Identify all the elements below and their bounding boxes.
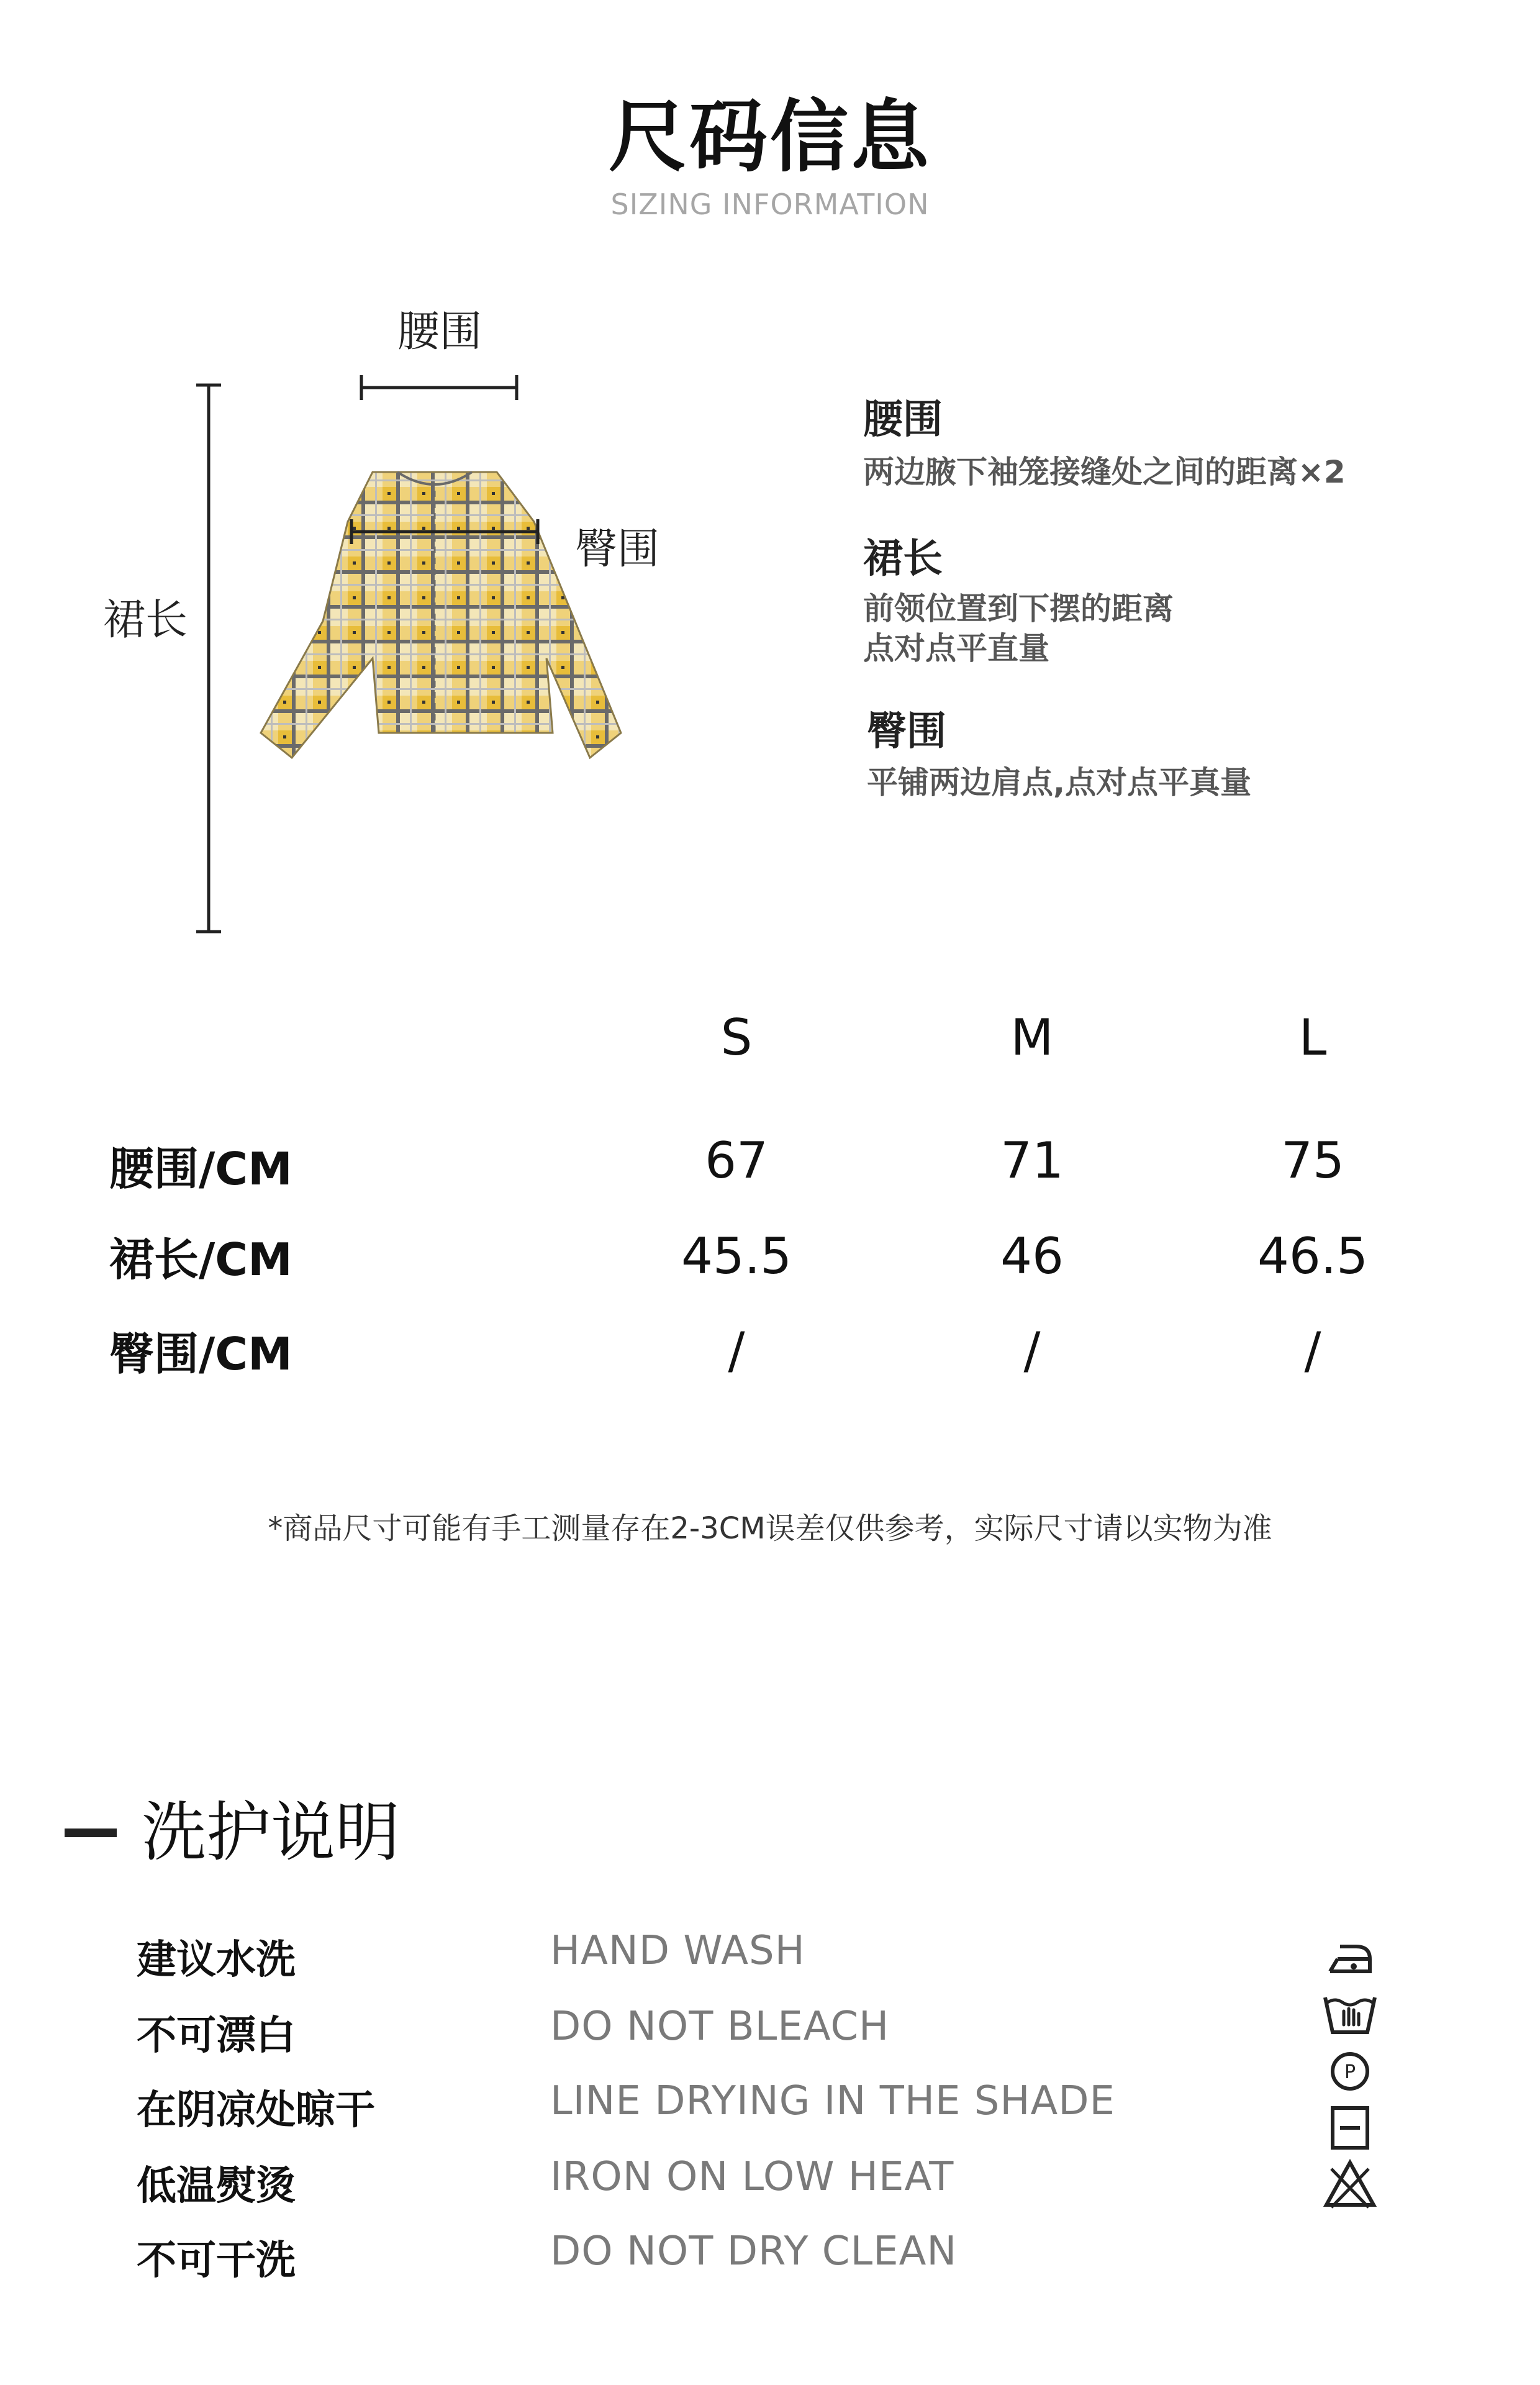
cell-hip-s: / <box>728 1322 745 1379</box>
line-dry-icon <box>1319 2099 1381 2155</box>
desc-length-title: 裙长 <box>863 536 943 582</box>
care-title: 洗护说明 <box>142 1794 401 1870</box>
cell-length-m: 46 <box>1000 1227 1064 1285</box>
desc-waist-title: 腰围 <box>863 397 943 443</box>
desc-hip-title: 臀围 <box>867 709 946 755</box>
measurement-note: *商品尺寸可能有手工测量存在2-3CM误差仅供参考，实际尺寸请以实物为准 <box>268 1511 1272 1546</box>
hand-wash-icon <box>1319 1984 1381 2040</box>
waist-label: 腰围 <box>397 307 482 357</box>
cell-hip-m: / <box>1023 1322 1041 1379</box>
hip-label: 臀围 <box>575 525 660 574</box>
cell-waist-l: 75 <box>1281 1132 1344 1189</box>
row-label-hip: 臀围/CM <box>109 1328 292 1380</box>
length-label: 裙长 <box>103 596 188 645</box>
care-item-en-5: DO NOT DRY CLEAN <box>550 2228 958 2274</box>
care-item-en-3: LINE DRYING IN THE SHADE <box>550 2078 1115 2124</box>
desc-length-line-2: 点对点平直量 <box>863 630 1049 666</box>
length-dimension-line <box>196 385 221 932</box>
garment-illustration <box>261 472 621 758</box>
measurement-diagram <box>0 0 745 969</box>
svg-text:P: P <box>1344 2061 1356 2083</box>
cell-length-s: 45.5 <box>681 1227 792 1285</box>
dry-clean-p-icon <box>1319 2043 1381 2099</box>
care-title-dash <box>65 1828 117 1837</box>
page-subtitle: SIZING INFORMATION <box>610 188 930 221</box>
care-item-en-4: IRON ON LOW HEAT <box>550 2154 954 2200</box>
care-item-cn-5: 不可干洗 <box>137 2238 296 2284</box>
size-column-s: S <box>720 1009 753 1066</box>
waist-dimension-line <box>361 375 517 400</box>
care-item-cn-1: 建议水洗 <box>137 1937 296 1983</box>
care-item-cn-3: 在阴凉处晾干 <box>137 2087 375 2133</box>
desc-hip-line-1: 平铺两边肩点,点对点平真量 <box>867 765 1251 801</box>
cell-waist-s: 67 <box>705 1132 768 1189</box>
size-column-l: L <box>1298 1009 1327 1066</box>
size-column-m: M <box>1010 1009 1054 1066</box>
care-item-en-2: DO NOT BLEACH <box>550 2004 890 2050</box>
iron-icon <box>1319 1928 1381 1984</box>
row-label-waist: 腰围/CM <box>109 1143 292 1195</box>
desc-length-line-1: 前领位置到下摆的距离 <box>863 591 1174 627</box>
cell-hip-l: / <box>1304 1322 1321 1379</box>
no-bleach-icon <box>1319 2155 1381 2211</box>
care-item-cn-2: 不可漂白 <box>137 2013 296 2059</box>
desc-waist-line-1: 两边腋下袖笼接缝处之间的距离×2 <box>863 454 1346 490</box>
row-label-length: 裙长/CM <box>109 1233 292 1286</box>
page-title: 尺码信息 <box>609 91 931 183</box>
care-item-cn-4: 低温熨烫 <box>137 2163 296 2209</box>
cell-length-l: 46.5 <box>1257 1227 1369 1285</box>
care-item-en-1: HAND WASH <box>550 1928 805 1974</box>
cell-waist-m: 71 <box>1000 1132 1064 1189</box>
